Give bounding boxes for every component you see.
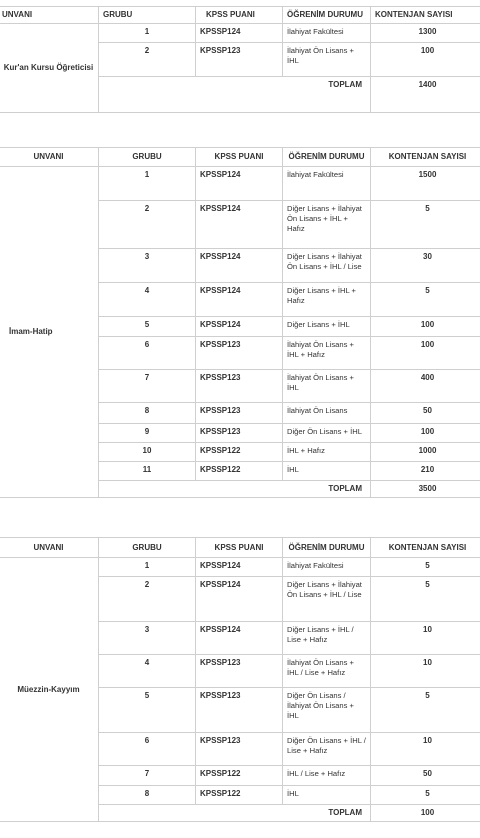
ogrenim-cell: Diğer Ön Lisans / İlahiyat Ön Lisans + İHL xyxy=(283,688,371,733)
kpss-cell: KPSSP124 xyxy=(196,622,283,655)
header-grubu: GRUBU xyxy=(99,7,196,24)
ogrenim-cell: Diğer Lisans + İlahiyat Ön Lisans + İHL / Lise xyxy=(283,577,371,622)
kontenjan-cell: 1000 xyxy=(371,443,480,462)
kontenjan-cell: 100 xyxy=(371,43,480,77)
kpss-cell: KPSSP124 xyxy=(196,249,283,283)
ogrenim-cell: İlahiyat Fakültesi xyxy=(283,167,371,201)
kpss-cell: KPSSP124 xyxy=(196,577,283,622)
ogrenim-cell: Diğer Lisans + İHL / Lise + Hafız xyxy=(283,622,371,655)
kpss-cell: KPSSP122 xyxy=(196,443,283,462)
kontenjan-cell: 5 xyxy=(371,283,480,317)
ogrenim-cell: Diğer Ön Lisans + İHL xyxy=(283,424,371,443)
kpss-cell: KPSSP123 xyxy=(196,337,283,370)
grup-cell: 9 xyxy=(99,424,196,443)
ogrenim-cell: Diğer Lisans + İHL xyxy=(283,317,371,337)
kontenjan-cell: 5 xyxy=(371,201,480,249)
kontenjan-cell: 210 xyxy=(371,462,480,481)
toplam-value: 1400 xyxy=(371,77,480,113)
kontenjan-cell: 100 xyxy=(371,317,480,337)
ogrenim-cell: İlahiyat Fakültesi xyxy=(283,558,371,577)
ogrenim-cell: Diğer Lisans + İHL + Hafız xyxy=(283,283,371,317)
header-kontenjan: KONTENJAN SAYISI xyxy=(371,148,480,167)
kontenjan-cell: 5 xyxy=(371,688,480,733)
table-row xyxy=(0,24,480,43)
grup-cell: 7 xyxy=(99,370,196,403)
kontenjan-cell: 1300 xyxy=(371,24,480,43)
kontenjan-cell: 100 xyxy=(371,337,480,370)
kpss-cell: KPSSP123 xyxy=(196,43,283,77)
kontenjan-cell: 5 xyxy=(371,577,480,622)
kontenjan-cell: 30 xyxy=(371,249,480,283)
kontenjan-cell: 50 xyxy=(371,766,480,786)
ogrenim-cell: İlahiyat Ön Lisans + İHL xyxy=(283,43,371,77)
grup-cell: 1 xyxy=(99,558,196,577)
kpss-cell: KPSSP124 xyxy=(196,317,283,337)
toplam-label: TOPLAM xyxy=(99,481,371,498)
header-row xyxy=(0,7,480,24)
header-grubu: GRUBU xyxy=(99,148,196,167)
header-kpss: KPSS PUANI xyxy=(196,148,283,167)
kpss-cell: KPSSP123 xyxy=(196,370,283,403)
grup-cell: 2 xyxy=(99,577,196,622)
kadro-table-muezzin-kayyim xyxy=(0,537,480,822)
grup-cell: 7 xyxy=(99,766,196,786)
header-row xyxy=(0,148,480,167)
kontenjan-cell: 10 xyxy=(371,622,480,655)
grup-cell: 3 xyxy=(99,249,196,283)
grup-cell: 6 xyxy=(99,733,196,766)
kpss-cell: KPSSP122 xyxy=(196,786,283,805)
grup-cell: 5 xyxy=(99,688,196,733)
kontenjan-cell: 100 xyxy=(371,424,480,443)
kpss-cell: KPSSP124 xyxy=(196,558,283,577)
unvan-cell: Kur'an Kursu Öğreticisi xyxy=(0,24,99,113)
kpss-cell: KPSSP122 xyxy=(196,462,283,481)
table-row xyxy=(0,558,480,577)
grup-cell: 6 xyxy=(99,337,196,370)
ogrenim-cell: İHL / Lise + Hafız xyxy=(283,766,371,786)
ogrenim-cell: İHL + Hafız xyxy=(283,443,371,462)
ogrenim-cell: İlahiyat Fakültesi xyxy=(283,24,371,43)
kpss-cell: KPSSP123 xyxy=(196,733,283,766)
kontenjan-cell: 10 xyxy=(371,733,480,766)
grup-cell: 2 xyxy=(99,43,196,77)
header-grubu: GRUBU xyxy=(99,538,196,558)
unvan-cell: İmam-Hatip xyxy=(0,167,99,498)
grup-cell: 10 xyxy=(99,443,196,462)
table-row xyxy=(0,167,480,201)
grup-cell: 4 xyxy=(99,655,196,688)
header-kpss: KPSS PUANI xyxy=(196,7,283,24)
kpss-cell: KPSSP123 xyxy=(196,424,283,443)
header-ogrenim: ÖĞRENİM DURUMU xyxy=(283,538,371,558)
header-row xyxy=(0,538,480,558)
grup-cell: 1 xyxy=(99,24,196,43)
kontenjan-cell: 400 xyxy=(371,370,480,403)
grup-cell: 1 xyxy=(99,167,196,201)
kpss-cell: KPSSP124 xyxy=(196,167,283,201)
grup-cell: 4 xyxy=(99,283,196,317)
kpss-cell: KPSSP123 xyxy=(196,688,283,733)
grup-cell: 8 xyxy=(99,786,196,805)
kpss-cell: KPSSP123 xyxy=(196,655,283,688)
kadro-table-kuran-kursu xyxy=(0,6,480,113)
ogrenim-cell: İlahiyat Ön Lisans + İHL xyxy=(283,370,371,403)
header-unvani: UNVANI xyxy=(0,538,99,558)
toplam-value: 3500 xyxy=(371,481,480,498)
kpss-cell: KPSSP124 xyxy=(196,283,283,317)
toplam-value: 100 xyxy=(371,805,480,822)
kpss-cell: KPSSP124 xyxy=(196,24,283,43)
grup-cell: 8 xyxy=(99,403,196,424)
header-unvani: UNVANI xyxy=(0,148,99,167)
header-kpss: KPSS PUANI xyxy=(196,538,283,558)
header-unvani: UNVANI xyxy=(0,7,99,24)
grup-cell: 5 xyxy=(99,317,196,337)
ogrenim-cell: Diğer Ön Lisans + İHL / Lise + Hafız xyxy=(283,733,371,766)
header-ogrenim: ÖĞRENİM DURUMU xyxy=(283,7,371,24)
kontenjan-cell: 10 xyxy=(371,655,480,688)
toplam-label: TOPLAM xyxy=(99,805,371,822)
header-kontenjan: KONTENJAN SAYISI xyxy=(371,538,480,558)
ogrenim-cell: Diğer Lisans + İlahiyat Ön Lisans + İHL / Lise xyxy=(283,249,371,283)
kontenjan-cell: 1500 xyxy=(371,167,480,201)
ogrenim-cell: İHL xyxy=(283,786,371,805)
toplam-label: TOPLAM xyxy=(99,77,371,113)
ogrenim-cell: İlahiyat Ön Lisans + İHL + Hafız xyxy=(283,337,371,370)
header-ogrenim: ÖĞRENİM DURUMU xyxy=(283,148,371,167)
ogrenim-cell: İlahiyat Ön Lisans xyxy=(283,403,371,424)
ogrenim-cell: Diğer Lisans + İlahiyat Ön Lisans + İHL + Hafız xyxy=(283,201,371,249)
grup-cell: 3 xyxy=(99,622,196,655)
kpss-cell: KPSSP124 xyxy=(196,201,283,249)
kontenjan-cell: 5 xyxy=(371,558,480,577)
ogrenim-cell: İHL xyxy=(283,462,371,481)
kadro-table-imam-hatip xyxy=(0,147,480,498)
header-kontenjan: KONTENJAN SAYISI xyxy=(371,7,480,24)
grup-cell: 11 xyxy=(99,462,196,481)
kontenjan-cell: 50 xyxy=(371,403,480,424)
kpss-cell: KPSSP122 xyxy=(196,766,283,786)
ogrenim-cell: İlahiyat Ön Lisans + İHL / Lise + Hafız xyxy=(283,655,371,688)
kpss-cell: KPSSP123 xyxy=(196,403,283,424)
unvan-cell: Müezzin-Kayyım xyxy=(0,558,99,822)
grup-cell: 2 xyxy=(99,201,196,249)
kontenjan-cell: 5 xyxy=(371,786,480,805)
